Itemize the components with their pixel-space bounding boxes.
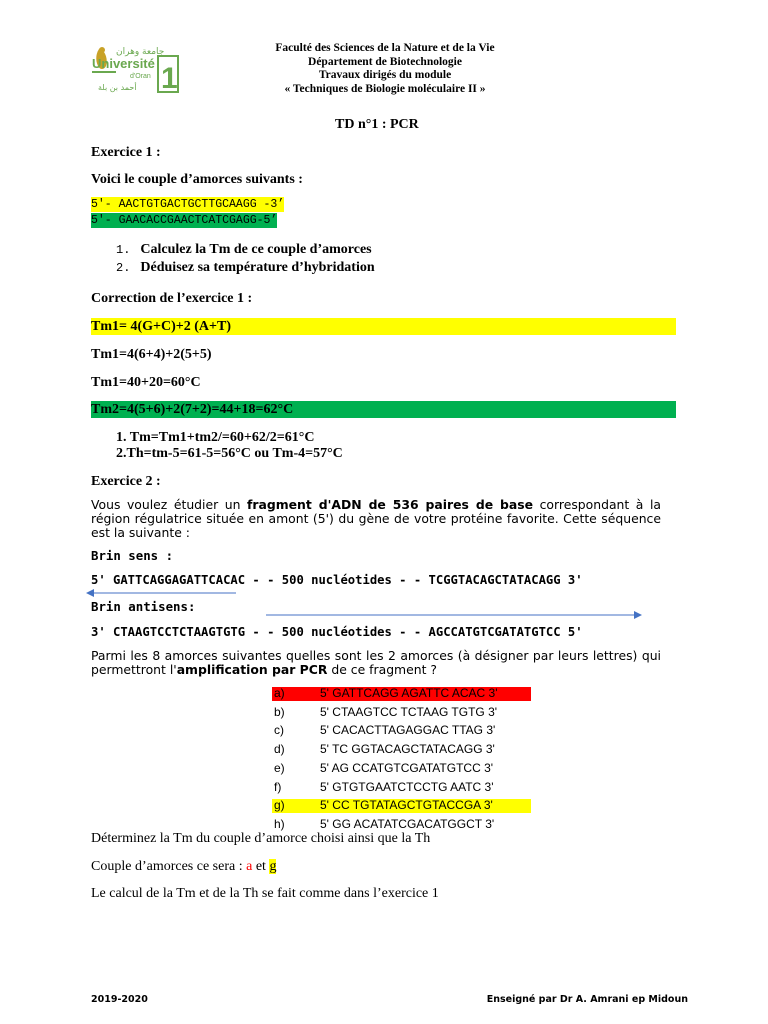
primer-sequence: 5' CACACTTAGAGGAC TTAG 3' (320, 723, 496, 738)
primer-letter: g) (274, 798, 285, 813)
sense-sequence: 5' GATTCAGGAGATTCACAC - - 500 nucléotides - - TCGGTACAGCTATACAGG 3' (91, 573, 583, 587)
primer-sequence: 5' CTAAGTCC TCTAAG TGTG 3' (320, 704, 498, 719)
primer-letter: d) (274, 742, 285, 757)
exercise1-intro: Voici le couple d’amorces suivants : (91, 172, 303, 187)
question-1 (116, 240, 372, 258)
arrow-right-icon (634, 611, 642, 619)
primer-sequence: 5' GATTCAGG AGATTC ACAC 3' (320, 686, 498, 700)
fragment-emphasis: fragment d'ADN de 536 paires de base (247, 497, 534, 512)
question-2 (116, 258, 375, 276)
text-run: Parmi les 8 amorces suivantes quelles sont les 2 amorces (à désigner par leurs lettres) qui permettront l' (91, 648, 661, 677)
answer-letter-g: g (269, 859, 277, 874)
footer-year: 2019-2020 (91, 994, 148, 1005)
answer-couple (91, 859, 276, 875)
primer-letter: f) (274, 779, 282, 794)
answer-prefix: Couple d’amorces ce sera : (91, 859, 247, 874)
university-logo (86, 38, 182, 100)
tm1-formula: Tm1= 4(G+C)+2 (A+T) (91, 319, 232, 334)
primer-letter: c) (274, 723, 284, 738)
document-header (190, 42, 580, 96)
question-number: 1. (116, 243, 131, 257)
svg-text:أحمد بن بلة: أحمد بن بلة (98, 83, 137, 92)
primer-letter: b) (274, 704, 285, 719)
sense-label: Brin sens : (91, 548, 174, 563)
svg-text:d'Oran: d'Oran (130, 73, 151, 80)
exercise2-heading: Exercice 2 : (91, 474, 161, 489)
primer-letter: h) (274, 816, 285, 831)
page-title: TD n°1 : PCR (335, 117, 419, 132)
antisense-label: Brin antisens: (91, 599, 196, 614)
module-name: « Techniques de Biologie moléculaire II » (284, 82, 486, 95)
exercise1-heading: Exercice 1 : (91, 145, 161, 160)
primer-sequence: 5' GG ACATATCGACATGGCT 3' (320, 816, 495, 831)
answer-conjunction: et (252, 859, 270, 874)
question-number: 2. (116, 261, 131, 275)
footer-teacher: Enseigné par Dr A. Amrani ep Midoun (486, 994, 688, 1005)
answer-th: 2.Th=tm-5=61-5=56°C ou Tm-4=57°C (116, 446, 343, 461)
text-run: Vous voulez étudier un (91, 497, 248, 512)
svg-text:جامعة وهران: جامعة وهران (116, 47, 165, 57)
text-run: de ce fragment ? (327, 662, 437, 677)
antisense-sequence: 3' CTAAGTCCTCTAAGTGTG - - 500 nucléotides - - AGCCATGTCGATATGTCC 5' (91, 625, 583, 639)
question-text: Déduisez sa température d’hybridation (140, 260, 375, 275)
correction-heading: Correction de l’exercice 1 : (91, 291, 253, 306)
tm1-result: Tm1=40+20=60°C (91, 375, 201, 390)
primer-letter: a) (274, 686, 285, 700)
arrow-left-icon (86, 589, 94, 597)
primer-letter: e) (274, 760, 285, 775)
department-name: Département de Biotechnologie (308, 55, 462, 68)
pcr-emphasis: amplification par PCR (176, 662, 328, 677)
faculty-name: Faculté des Sciences de la Nature et de la Vie (275, 42, 495, 54)
primer-sequence: 5' GTGTGAATCTCCTG AATC 3' (320, 779, 494, 794)
svg-text:1: 1 (161, 62, 178, 95)
svg-text:Université: Université (92, 56, 155, 71)
question-text: Calculez la Tm de ce couple d’amorces (140, 242, 372, 257)
tm1-calc: Tm1=4(6+4)+2(5+5) (91, 347, 212, 362)
exercise2-paragraph (91, 498, 661, 540)
question-paragraph (91, 649, 661, 677)
tm2-calc: Tm2=4(5+6)+2(7+2)=44+18=62°C (91, 402, 294, 417)
primer-sequence: 5' AG CCATGTCGATATGTCC 3' (320, 760, 494, 775)
td-label: Travaux dirigés du module (318, 69, 452, 81)
calc-note: Le calcul de la Tm et de la Th se fait comme dans l’exercice 1 (91, 886, 439, 901)
text-run: correspondant à la région régulatrice située en amont (5') du gène de votre protéine favorite. Cette séquence est la suivante : (91, 497, 661, 540)
answer-letter-a: a (246, 859, 253, 874)
question-tm-th: Déterminez la Tm du couple d’amorce choisi ainsi que la Th (91, 831, 431, 846)
primer-sequence: 5' CC TGTATAGCTGTACCGA 3' (320, 798, 493, 813)
primer-forward: 5'- AACTGTGACTGCTTGCAAGG -3’ (91, 198, 285, 211)
primer-sequence: 5' TC GGTACAGCTATACAGG 3' (320, 742, 495, 757)
answer-tm: 1. Tm=Tm1+tm2/=60+62/2=61°C (116, 430, 315, 445)
primer-reverse: 5'- GAACACCGAACTCATCGAGG-5’ (91, 214, 278, 227)
